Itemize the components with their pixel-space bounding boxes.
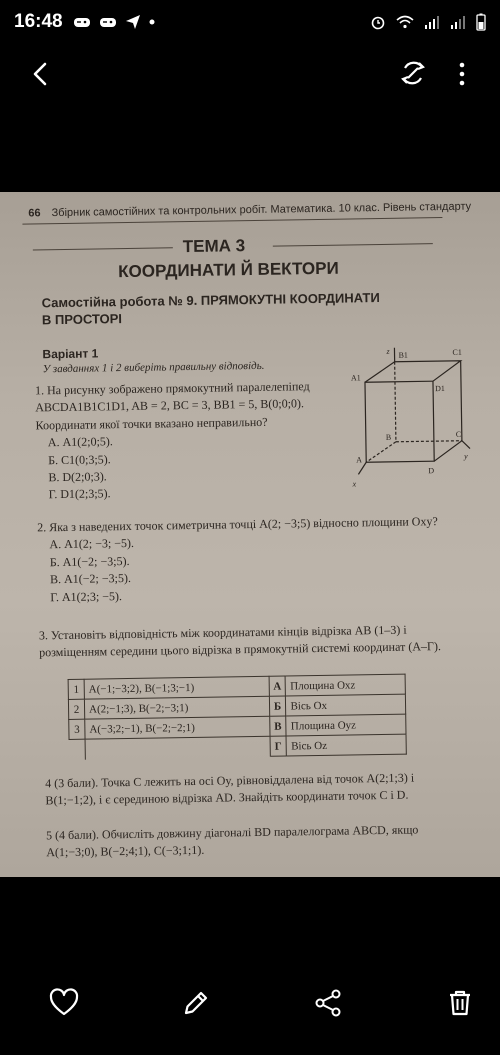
- vertex-label: C: [455, 429, 462, 439]
- axis-label-x: x: [352, 479, 357, 489]
- signal-icon: [424, 15, 440, 29]
- answer-location: Площина Oyz: [286, 714, 406, 736]
- answer-option: А. A1(2;0;5).: [47, 434, 113, 450]
- answer-letter: А: [269, 676, 286, 696]
- answer-letter: Г: [270, 736, 287, 756]
- topic-divider: [33, 247, 173, 250]
- delete-trash-icon[interactable]: [444, 987, 476, 1019]
- question-3: [39, 621, 459, 662]
- row-number: 2: [68, 699, 84, 719]
- status-time: 16:48: [14, 11, 63, 32]
- dot-icon: [149, 19, 155, 25]
- more-options-icon[interactable]: [450, 58, 474, 90]
- question-text: 2. Яка з наведених точок симетрична точці A(2; −3;5) відносно площини Oxy?: [37, 514, 438, 535]
- row-number: [69, 739, 85, 759]
- favorite-heart-icon[interactable]: [48, 987, 80, 1019]
- book-title: Збірник самостійних та контрольних робіт. Математика. 10 клас. Рівень стандарту: [51, 200, 472, 220]
- topic-divider: [273, 243, 433, 247]
- viewer-toolbar: [0, 46, 500, 102]
- answer-option: Б. A1(−2; −3;5).: [49, 553, 130, 570]
- axis-label-y: y: [464, 451, 468, 461]
- answer-location: Вісь Ox: [286, 694, 406, 716]
- question-1: [35, 378, 337, 504]
- bottom-action-bar: [0, 975, 500, 1031]
- topic-title: ТЕМА 3: [182, 236, 246, 257]
- segment-coords: A(−3;2;−1), B(−2;−2;1): [85, 716, 270, 739]
- wifi-icon: [396, 15, 414, 29]
- question-text: 3. Установіть відповідність між координатами кінців відрізка AB (1–3) і розміщенням середини цього відрізка в прямокутній системі координат (А–Г).: [38, 622, 442, 660]
- gamepad-icon: [99, 15, 117, 29]
- question-5: [46, 821, 466, 862]
- instruction: У завданнях 1 і 2 виберіть правильну відповідь.: [42, 359, 265, 376]
- segment-coords: [85, 736, 270, 759]
- photo: [0, 192, 500, 877]
- row-number: 1: [68, 679, 84, 699]
- answer-option: Г. A1(2;3; −5).: [50, 588, 123, 604]
- table-row: [69, 734, 406, 759]
- answer-location: Площина Oxz: [286, 674, 406, 696]
- status-bar: [0, 0, 500, 44]
- answer-location: Вісь Oz: [287, 734, 407, 756]
- answer-option: Б. C1(0;3;5).: [48, 451, 111, 467]
- answer-option: Г. D1(2;3;5).: [48, 486, 111, 502]
- question-text: 5 (4 бали). Обчисліть довжину діагоналі BD паралелограма ABCD, якщо A(1;−3;0), B(−2;4;1), C(−3;1;1).: [45, 822, 419, 860]
- signal-icon: [450, 15, 466, 29]
- parallelepiped-figure: [342, 345, 474, 497]
- auto-rotate-icon[interactable]: [398, 58, 428, 88]
- answer-option: В. D(2;0;3).: [48, 469, 107, 485]
- question-4: [45, 769, 465, 810]
- answer-option: В. A1(−2; −3;5).: [49, 571, 132, 587]
- page-number: 66: [28, 207, 41, 220]
- vertex-label: A1: [350, 373, 361, 383]
- textbook-page: [22, 192, 493, 877]
- answer-letter: В: [269, 716, 286, 736]
- answer-option: А. A1(2; −3; −5).: [49, 536, 135, 552]
- edit-pencil-icon[interactable]: [180, 987, 212, 1019]
- vertex-label: A: [356, 455, 363, 465]
- segment-coords: A(2;−1;3), B(−2;−3;1): [84, 696, 269, 719]
- vertex-label: B1: [398, 350, 408, 360]
- vertex-label: B: [385, 432, 392, 442]
- send-icon: [125, 14, 141, 30]
- matching-table: [68, 674, 407, 760]
- alarm-icon: [370, 14, 386, 30]
- segment-coords: A(−1;−3;2), B(−1;3;−1): [84, 676, 269, 699]
- vertex-label: D: [428, 466, 435, 476]
- battery-icon: [476, 13, 486, 31]
- vertex-label: C1: [452, 347, 462, 357]
- axis-label-z: z: [386, 346, 390, 356]
- question-text: 4 (3 бали). Точка C лежить на осі Oy, рівновіддалена від точок A(2;1;3) і B(1;−1;2), і є серединою відрізка AD. Знайдіть координати точок C і D.: [45, 770, 415, 808]
- gamepad-icon: [73, 15, 91, 29]
- row-number: 3: [69, 719, 85, 739]
- answer-letter: Б: [269, 696, 286, 716]
- question-2: [37, 513, 458, 607]
- share-icon[interactable]: [312, 987, 344, 1019]
- vertex-label: D1: [435, 383, 445, 394]
- chapter-title: КООРДИНАТИ Й ВЕКТОРИ: [118, 258, 339, 282]
- variant-label: Варіант 1: [42, 346, 99, 362]
- work-title: Самостійна робота № 9. ПРЯМОКУТНІ КООРДИНАТИ В ПРОСТОРІ: [41, 290, 380, 328]
- question-text: 1. На рисунку зображено прямокутний паралелепіпед ABCDA1B1C1D1, AB = 2, BC = 3, BB1 = 5, B(0;0;0). Координати якої точки вказано неправильно?: [34, 379, 310, 433]
- back-arrow-icon[interactable]: [24, 58, 56, 90]
